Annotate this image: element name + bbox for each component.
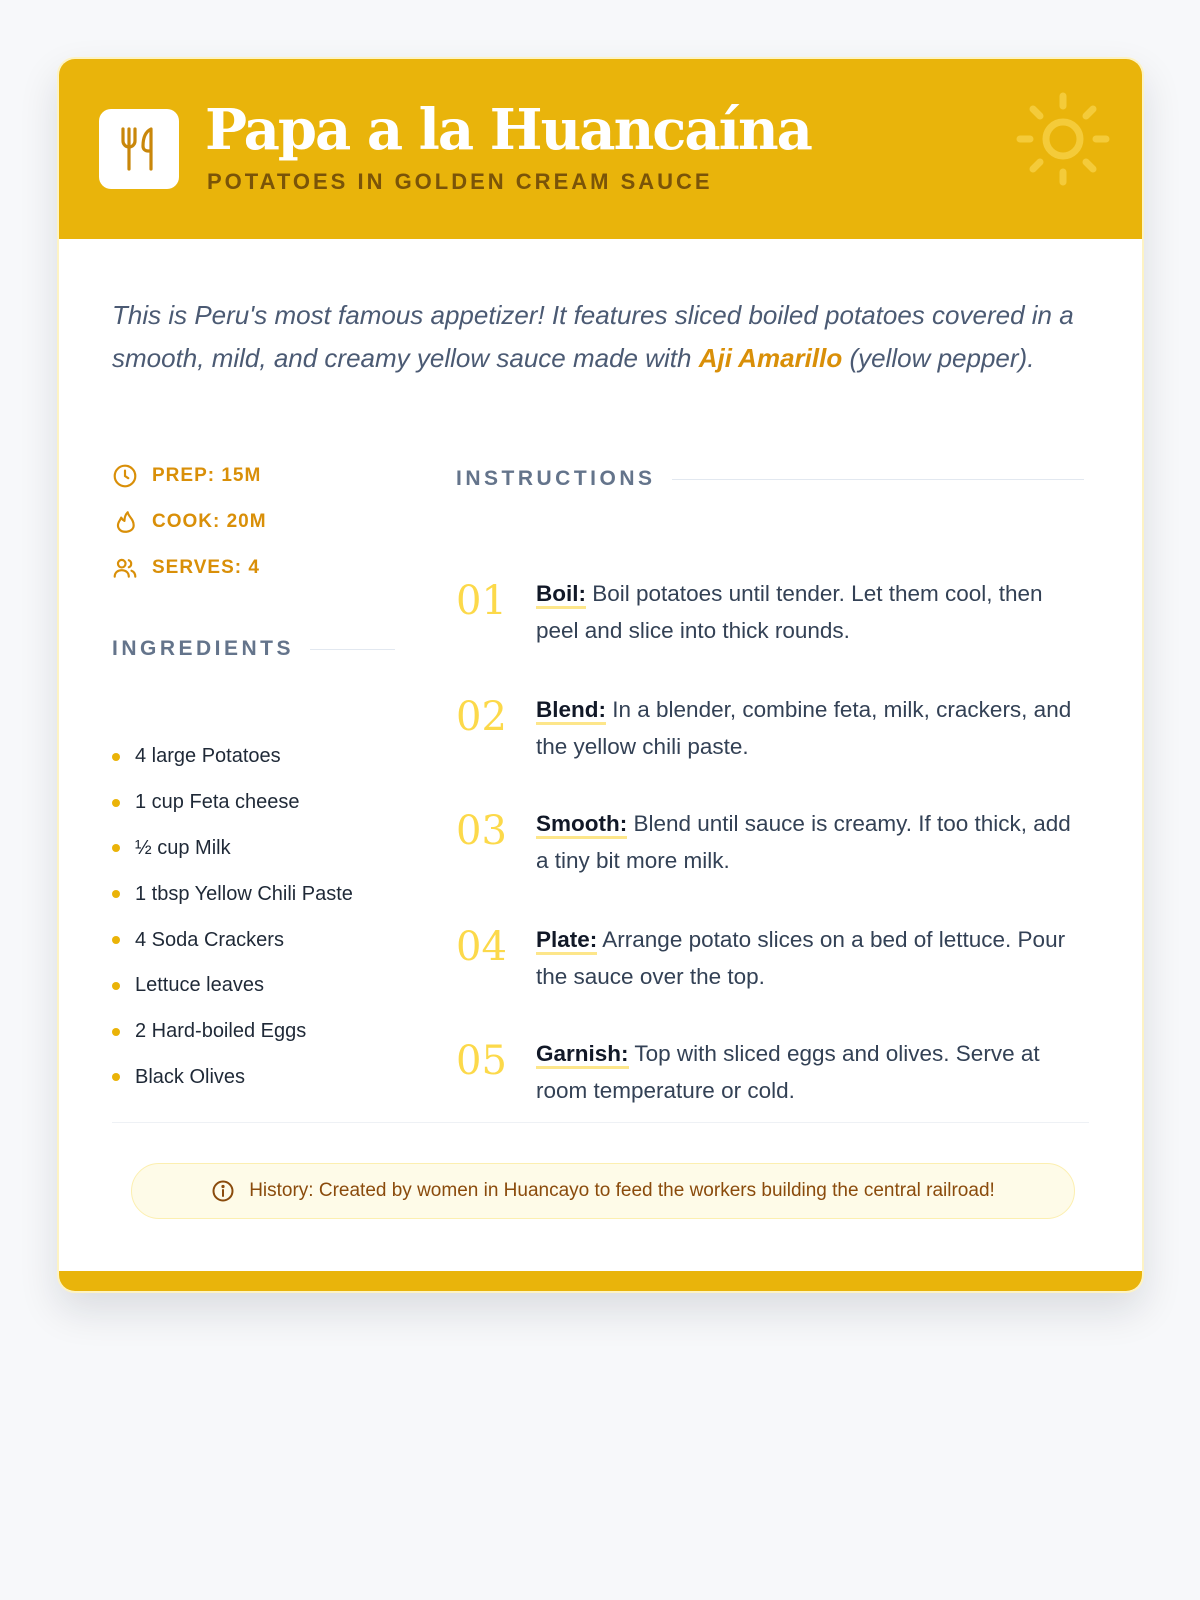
- ingredients-heading: [112, 637, 395, 661]
- instructions-heading-text: INSTRUCTIONS: [456, 467, 656, 490]
- ingredient-text: Lettuce leaves: [135, 974, 264, 997]
- step-body: Arrange potato slices on a bed of lettuce. Pour the sauce over the top.: [536, 927, 1066, 989]
- ingredient-item: [112, 1009, 353, 1055]
- sun-icon: [1013, 89, 1113, 189]
- instruction-step: [456, 691, 1086, 765]
- instruction-step: [456, 575, 1086, 649]
- info-icon: [211, 1179, 235, 1203]
- step-label: Smooth:: [536, 811, 627, 839]
- recipe-title: Papa a la Huancaína: [205, 97, 811, 163]
- step-label: Garnish:: [536, 1041, 629, 1069]
- ingredient-item: [112, 1055, 353, 1101]
- section-divider: [112, 1122, 1089, 1123]
- meta-cook-text: COOK: 20M: [152, 511, 267, 532]
- step-number: 05: [456, 1038, 507, 1084]
- ingredient-text: 4 large Potatoes: [135, 745, 281, 768]
- meta-serves-text: SERVES: 4: [152, 557, 260, 578]
- footer-bar: [59, 1271, 1142, 1291]
- bullet-dot: [112, 799, 120, 807]
- bullet-dot: [112, 1073, 120, 1081]
- meta-prep: [112, 463, 261, 489]
- step-text: [536, 1035, 1086, 1109]
- ingredient-item: [112, 871, 353, 917]
- ingredient-text: 1 tbsp Yellow Chili Paste: [135, 882, 353, 905]
- instruction-step: [456, 1035, 1086, 1109]
- meta-cook: [112, 509, 267, 535]
- ingredient-item: [112, 734, 353, 780]
- step-label: Blend:: [536, 697, 606, 725]
- history-text: History: Created by women in Huancayo to feed the workers building the central railroad!: [249, 1180, 995, 1201]
- bullet-dot: [112, 753, 120, 761]
- step-body: Top with sliced eggs and olives. Serve at room temperature or cold.: [536, 1041, 1040, 1103]
- ingredient-item: [112, 963, 353, 1009]
- instructions-heading-rule: [672, 479, 1084, 480]
- intro-text-start: This is Peru's most famous appetizer! It features sliced boiled potatoes covered in a smooth, mild, and creamy yellow sauce made with: [112, 300, 1074, 373]
- step-text: [536, 691, 1086, 765]
- bullet-dot: [112, 1028, 120, 1036]
- bullet-dot: [112, 982, 120, 990]
- step-number: 04: [456, 924, 507, 970]
- clock-icon: [112, 463, 138, 489]
- users-icon: [112, 555, 138, 581]
- ingredient-text: 2 Hard-boiled Eggs: [135, 1020, 307, 1043]
- step-text: [536, 805, 1086, 879]
- bullet-dot: [112, 890, 120, 898]
- step-number: 03: [456, 808, 507, 854]
- history-note: [131, 1163, 1075, 1219]
- instruction-step: [456, 921, 1086, 995]
- bullet-dot: [112, 844, 120, 852]
- step-number: 01: [456, 578, 507, 624]
- logo-badge: [99, 109, 179, 189]
- recipe-card: [57, 57, 1144, 1293]
- meta-serves: [112, 555, 260, 581]
- ingredient-list: [112, 734, 353, 1100]
- fork-knife-icon: [117, 125, 161, 173]
- step-number: 02: [456, 694, 507, 740]
- instructions-heading: [456, 467, 1084, 491]
- step-body: Blend until sauce is creamy. If too thick, add a tiny bit more milk.: [536, 811, 1071, 873]
- ingredient-text: 1 cup Feta cheese: [135, 791, 300, 814]
- step-body: Boil potatoes until tender. Let them cool, then peel and slice into thick rounds.: [536, 581, 1043, 643]
- ingredients-heading-text: INGREDIENTS: [112, 637, 295, 660]
- recipe-header: [59, 59, 1142, 239]
- ingredient-item: [112, 780, 353, 826]
- ingredient-item: [112, 826, 353, 872]
- recipe-intro: [112, 294, 1082, 380]
- step-text: [536, 921, 1086, 995]
- meta-prep-text: PREP: 15M: [152, 465, 262, 486]
- bullet-dot: [112, 936, 120, 944]
- instruction-step: [456, 805, 1086, 879]
- step-body: In a blender, combine feta, milk, crackers, and the yellow chili paste.: [536, 697, 1072, 759]
- ingredient-text: 4 Soda Crackers: [135, 928, 284, 951]
- intro-highlight: Aji Amarillo: [698, 343, 843, 373]
- step-label: Boil:: [536, 581, 586, 609]
- recipe-subtitle: POTATOES IN GOLDEN CREAM SAUCE: [207, 169, 713, 194]
- ingredient-text: Black Olives: [135, 1065, 246, 1088]
- ingredient-item: [112, 917, 353, 963]
- ingredients-heading-rule: [310, 649, 395, 650]
- flame-icon: [112, 509, 138, 535]
- intro-text-end: (yellow pepper).: [842, 343, 1035, 373]
- step-label: Plate:: [536, 927, 597, 955]
- step-text: [536, 575, 1086, 649]
- ingredient-text: ½ cup Milk: [135, 836, 231, 859]
